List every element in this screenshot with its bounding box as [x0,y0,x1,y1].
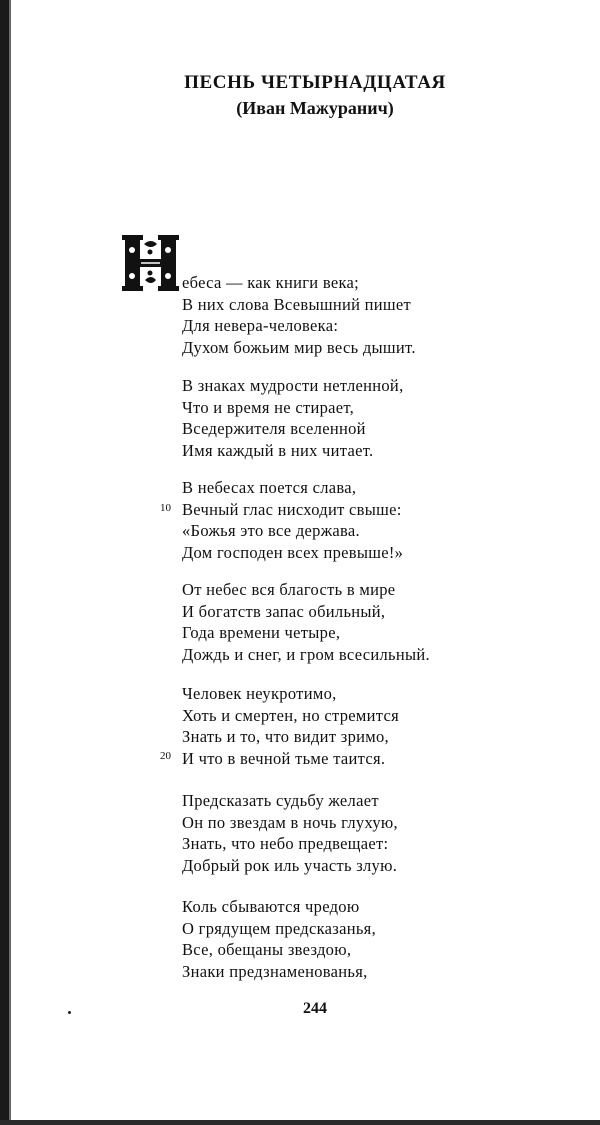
stanza-2 [182,375,404,461]
verse-line: И богатств запас обильный, [182,601,386,621]
scan-speck [68,1011,71,1014]
verse-line: Коль сбываются чредою [182,897,360,916]
verse-line: В небесах поется слава, [182,478,357,497]
verse-line: Все, обещаны звездою, [182,940,352,959]
page-binding-shadow [9,0,11,1125]
stanza-7 [182,896,376,982]
verse-line: Имя каждый в них читает. [182,440,374,460]
drop-cap-ornament [121,232,181,294]
verse-line: Вечный глас нисходит свыше: [182,499,402,519]
poem-author: (Иван Мажуранич) [236,98,394,118]
ornamental-drop-cap [121,232,181,294]
verse-line: Года времени четыре, [182,623,341,642]
verse-line: Духом божьим мир весь дышит. [182,337,416,357]
verse-line: ебеса — как книги века; [182,273,360,292]
verse-line: И что в вечной тьме таится. [182,748,386,768]
verse-line: Знать, что небо предвещает: [182,834,389,853]
verse-line: Он по звездам в ночь глухую, [182,812,398,832]
verse-line: От небес вся благость в мире [182,580,396,599]
poem-title: ПЕСНЬ ЧЕТЫРНАДЦАТАЯ [184,72,446,93]
verse-line: «Божья это все держава. [182,521,360,540]
stanza-5 [182,683,399,769]
verse-line: Что и время не стирает, [182,397,355,417]
verse-line: Дом господен всех превыше!» [182,542,404,562]
stanza-1 [182,272,416,358]
page-number: 244 [303,1000,327,1017]
line-number-10: 10 [160,502,171,514]
page-bottom-edge [0,1120,600,1125]
page-binding-edge [0,0,9,1125]
verse-line: Предсказать судьбу желает [182,791,379,810]
verse-line: В них слова Всевышний пишет [182,294,412,314]
verse-line: Добрый рок иль участь злую. [182,855,398,875]
line-number-20: 20 [160,750,171,762]
verse-line: Знаки предзнаменованья, [182,961,368,981]
verse-line: В знаках мудрости нетленной, [182,376,404,395]
verse-line: О грядущем предсказанья, [182,918,376,938]
verse-line: Для невера-человека: [182,316,339,335]
verse-line: Дождь и снег, и гром всесильный. [182,644,430,664]
verse-line: Вседержителя вселенной [182,419,366,438]
stanza-3 [182,477,403,563]
verse-line: Хоть и смертен, но стремится [182,705,399,725]
stanza-4 [182,579,430,665]
stanza-6 [182,790,398,876]
verse-line: Человек неукротимо, [182,684,337,703]
verse-line: Знать и то, что видит зримо, [182,727,389,746]
